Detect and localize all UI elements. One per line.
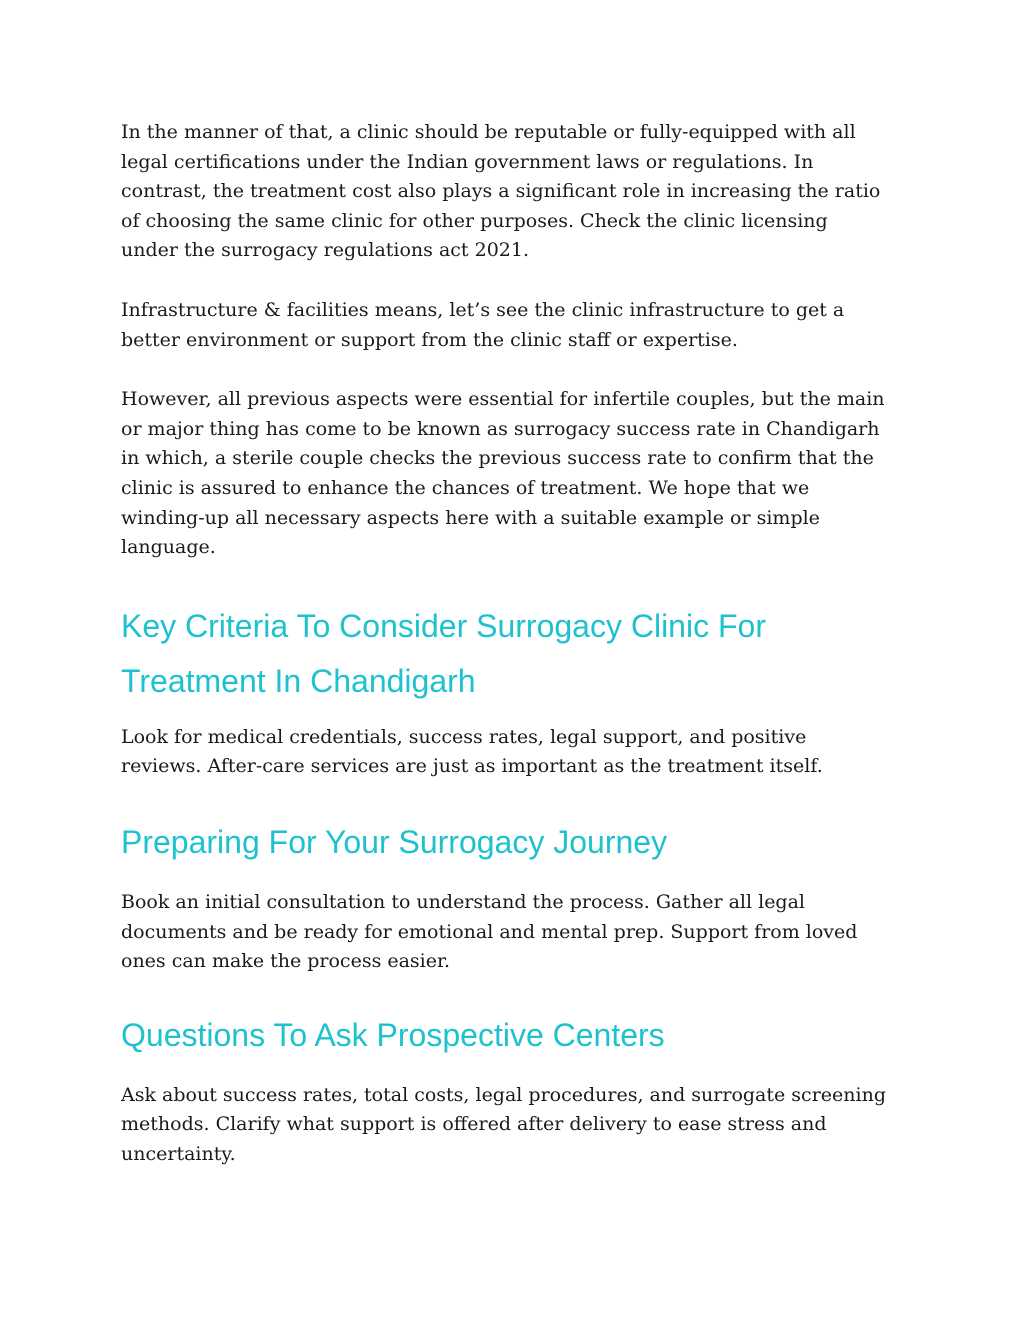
paragraph-success-rate: However, all previous aspects were essential for infertile couples, but the main or major thing has come to be known as surrogacy success rate in Chandigarh in which, a sterile couple checks the previous success rate to confirm that the clinic is assured to enhance the chances of treatment. We hope that we winding-up all necessary aspects here with a suitable example or simple language. <box>121 388 885 559</box>
heading-preparing-journey: Preparing For Your Surrogacy Journey <box>121 823 668 860</box>
document-content <box>121 118 911 1169</box>
paragraph-infrastructure: Infrastructure & facilities means, let’s see the clinic infrastructure to get a better environment or support from the clinic staff or expertise. <box>121 298 845 351</box>
paragraph-preparing-journey: Book an initial consultation to understand the process. Gather all legal documents and be ready for emotional and mental prep. Support from loved ones can make the process easier. <box>121 890 858 973</box>
paragraph-questions-to-ask: Ask about success rates, total costs, legal procedures, and surrogate screening methods. Clarify what support is offered after delivery to ease stress and uncertainty. <box>121 1083 886 1165</box>
paragraph-clinic-reputation: In the manner of that, a clinic should be reputable or fully-equipped with all legal certifications under the Indian government laws or regulations. In contrast, the treatment cost also plays a significant role in increasing the ratio of choosing the same clinic for other purposes. Check the clinic licensing under the surrogacy regulations act 2021. <box>121 121 881 262</box>
paragraph-key-criteria: Look for medical credentials, success rates, legal support, and positive reviews. After-care services are just as important as the treatment itself. <box>121 725 823 778</box>
heading-key-criteria: Key Criteria To Consider Surrogacy Clinic For Treatment In Chandigarh <box>121 607 766 699</box>
heading-questions-to-ask: Questions To Ask Prospective Centers <box>121 1016 665 1053</box>
